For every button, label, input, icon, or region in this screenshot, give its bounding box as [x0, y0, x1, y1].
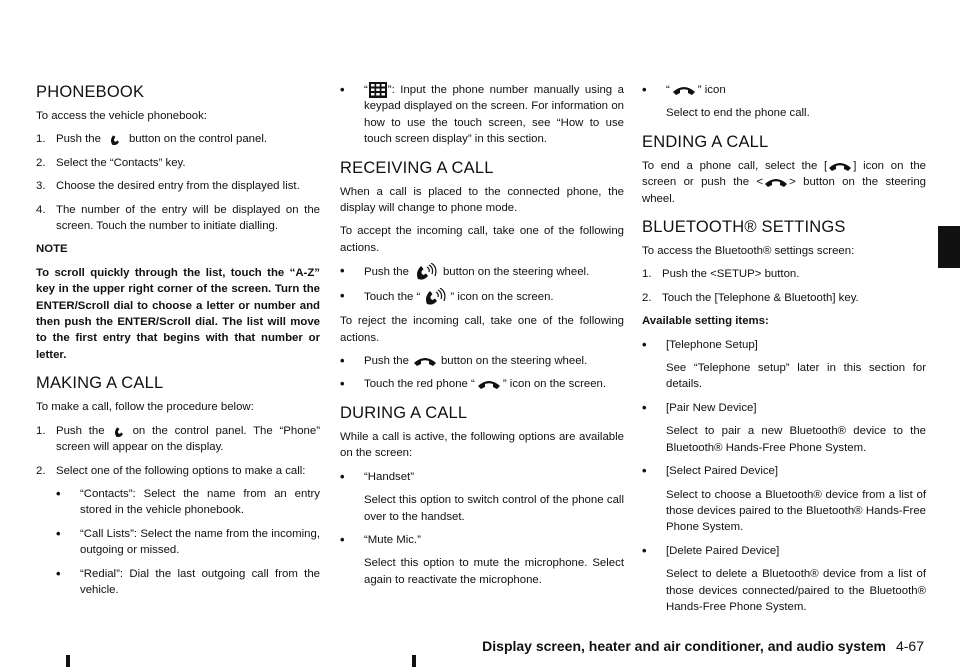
setting-item: • [Pair New Device]	[642, 399, 757, 415]
keypad-icon	[369, 82, 387, 98]
mute-desc: Select this option to mute the microphone. Select again to reactivate the microphone.	[364, 557, 624, 586]
footer-section-title: Display screen, heater and air conditioner, and audio system	[482, 638, 886, 654]
receiving-intro: When a call is placed to the connected phone, the display will change to phone mode.	[340, 185, 624, 215]
setting-item: • [Delete Paired Device]	[642, 542, 780, 558]
making-option-contacts: • “Contacts”: Select the name from an entry stored in the vehicle phonebook.	[56, 485, 320, 517]
making-call-intro: To make a call, follow the procedure below:	[36, 401, 254, 414]
reject-option-2: • Touch the red phone “ ” icon on the screen.	[340, 376, 607, 392]
phone-icon	[109, 424, 129, 438]
end-call-desc: Select to end the phone call.	[666, 107, 810, 120]
note-text: To scroll quickly through the list, touch the “A-Z” key in the upper right corner of the screen. Turn the ENTER/Scroll dial to choose a letter or number and then push the ENTER/Scroll dial. The list will move to the first entry that begins with that number or letter.	[36, 266, 320, 361]
ending-call-text: To end a phone call, select the [ ] icon on the screen or push the < > button on the steering wheel.	[642, 159, 926, 205]
during-intro: While a call is active, the following options are available on the screen:	[340, 430, 624, 460]
column-2	[340, 82, 624, 595]
reject-option-1: • Push the button on the steering wheel.	[340, 353, 588, 369]
bluetooth-step-1: 1. Push the <SETUP> button.	[642, 268, 800, 281]
section-thumb-tab	[938, 226, 960, 268]
making-call-heading: MAKING A CALL	[36, 374, 164, 393]
page-number: 4-67	[895, 638, 924, 654]
phonebook-intro: To access the vehicle phonebook:	[36, 110, 207, 122]
phone-answer-icon	[413, 263, 439, 281]
during-call-heading: DURING A CALL	[340, 403, 468, 422]
accept-option-2: • Touch the “ ” icon on the screen.	[340, 288, 624, 306]
setting-item-desc: Select to pair a new Bluetooth® device to the Bluetooth® Hands-Free Phone System.	[666, 425, 926, 454]
setting-item-desc: Select to delete a Bluetooth® device from a list of those devices connected/paired to the Bluetooth® Hands-Free Phone System.	[666, 568, 926, 613]
phone-hangup-icon	[828, 160, 852, 172]
accept-option-1: • Push the button on the steering wheel.	[340, 263, 624, 281]
column-3	[642, 82, 926, 622]
phone-hangup-icon	[672, 84, 696, 96]
setting-item: • [Telephone Setup]	[642, 336, 758, 352]
making-option-keypad: • “ ”: Input the phone number manually using a keypad displayed on the screen. For information on how to use the touch screen, see “How to use touch screen display” in this section.	[340, 82, 624, 146]
bluetooth-settings-heading: BLUETOOTH® SETTINGS	[642, 218, 846, 237]
handset-desc: Select this option to switch control of the phone call over to the handset.	[364, 494, 624, 523]
receiving-call-heading: RECEIVING A CALL	[340, 158, 494, 177]
bluetooth-step-2: 2. Touch the [Telephone & Bluetooth] key.	[642, 291, 859, 304]
phone-icon	[105, 132, 125, 146]
making-option-call-lists: • “Call Lists”: Select the name from the incoming, outgoing or missed.	[56, 525, 320, 557]
option-mute-mic: • “Mute Mic.”	[340, 531, 421, 547]
phonebook-heading: PHONEBOOK	[36, 83, 145, 101]
option-end-call-icon: • “ ” icon	[642, 82, 726, 97]
column-1	[36, 82, 320, 605]
available-items-label: Available setting items:	[642, 315, 769, 328]
reject-intro: To reject the incoming call, take one of the following actions.	[340, 315, 624, 344]
phonebook-step-2: 2. Select the “Contacts” key.	[36, 156, 186, 169]
ending-call-heading: ENDING A CALL	[642, 132, 769, 151]
option-handset: • “Handset”	[340, 468, 415, 484]
setting-item: • [Select Paired Device]	[642, 463, 779, 479]
setting-item-desc: See “Telephone setup” later in this section for details.	[666, 362, 926, 391]
setting-item-desc: Select to choose a Bluetooth® device from a list of those devices paired to the Bluetooth® Hands-Free Phone System.	[666, 488, 926, 534]
phonebook-step-1: 1. Push the button on the control panel.	[36, 133, 268, 146]
phone-hangup-icon	[477, 378, 501, 390]
accept-intro: To accept the incoming call, take one of the following actions.	[340, 225, 624, 254]
note-label: NOTE	[36, 243, 68, 256]
phonebook-step-4: 4. The number of the entry will be displayed on the screen. Touch the number to initiate dialling.	[36, 203, 320, 233]
making-option-redial: • “Redial”: Dial the last outgoing call from the vehicle.	[56, 565, 320, 596]
phonebook-step-3: 3. Choose the desired entry from the displayed list.	[36, 180, 300, 193]
page-footer	[482, 638, 924, 654]
phone-answer-icon	[422, 288, 448, 306]
crop-mark	[412, 655, 416, 667]
making-step-1: 1. Push the on the control panel. The “Phone” screen will appear on the display.	[36, 424, 321, 454]
phone-hangup-icon	[764, 176, 788, 188]
bluetooth-intro: To access the Bluetooth® settings screen:	[642, 245, 855, 258]
phone-hangup-icon	[413, 355, 437, 367]
making-step-2: 2. Select one of the following options to make a call:	[36, 464, 306, 477]
crop-mark	[66, 655, 70, 667]
